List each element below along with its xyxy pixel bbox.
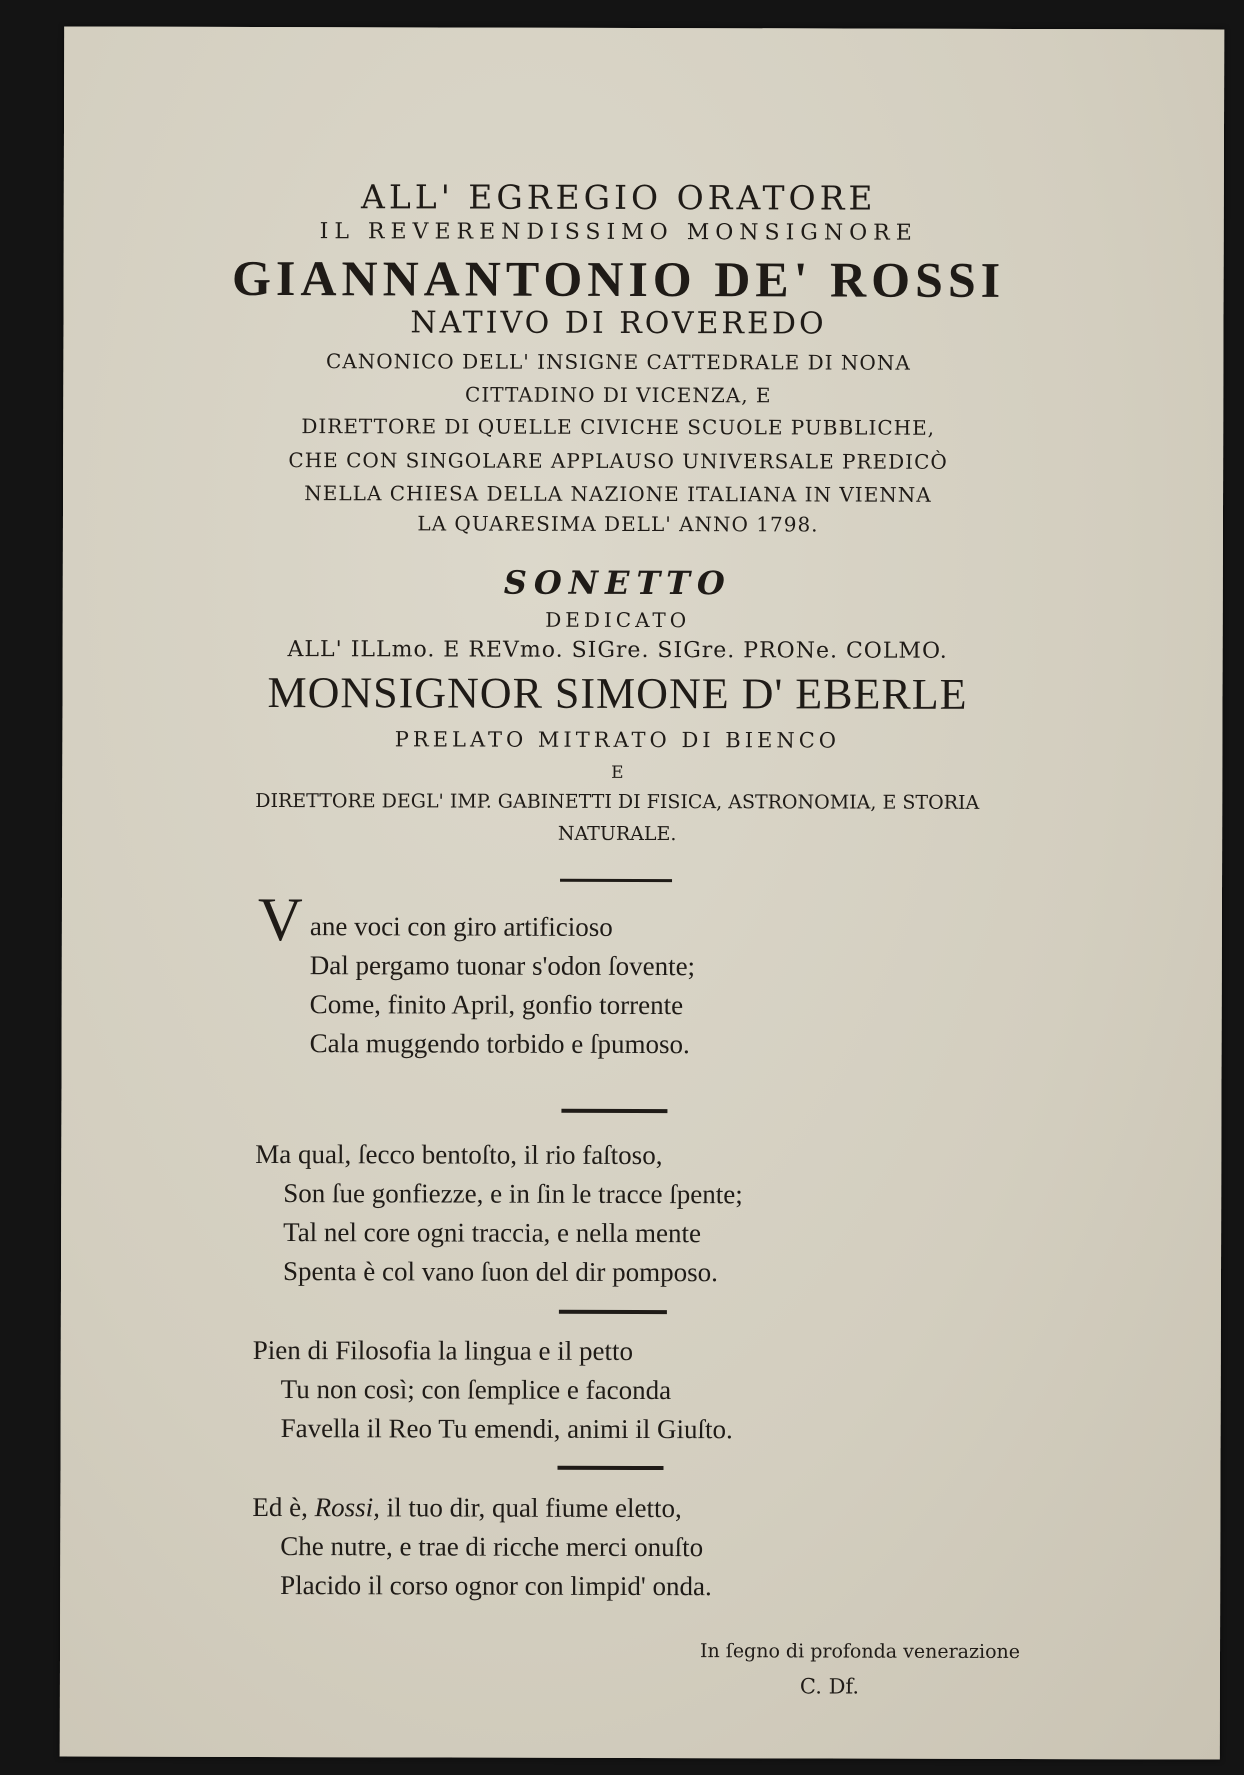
poem-line: ane voci con giro artificioso bbox=[309, 911, 613, 942]
poem-line: Ma qual, ſecco bentoſto, il rio faſtoso, bbox=[255, 1138, 663, 1171]
divider-rule bbox=[557, 1466, 663, 1470]
poem-line: Come, finito April, gonfio torrente bbox=[309, 989, 684, 1021]
poem-line-suffix: il tuo dir, qual fiume eletto, bbox=[379, 1492, 682, 1524]
dedication-heading: ALL' EGREGIO ORATORE bbox=[361, 177, 877, 218]
broadside-sheet bbox=[60, 26, 1225, 1759]
header-line: DIRETTORE DI QUELLE CIVICHE SCUOLE PUBBLICHE, bbox=[301, 414, 936, 440]
divider-rule bbox=[559, 1310, 667, 1314]
header-line: NELLA CHIESA DELLA NAZIONE ITALIANA IN VIENNA bbox=[304, 481, 932, 507]
stanza-3 bbox=[253, 1331, 734, 1449]
dedicato-label: DEDICATO bbox=[545, 607, 691, 633]
signature-initials: C. Df. bbox=[799, 1674, 860, 1699]
poet-name: Rossi, bbox=[314, 1492, 380, 1523]
poem-line: Cala muggendo torbido e ſpumoso. bbox=[309, 1028, 690, 1060]
poem-line: Che nutre, e trae di ricche merci onuſto bbox=[280, 1531, 704, 1563]
honorific-line: ALL' ILLmo. E REVmo. SIGre. SIGre. PRONe. COLMO. bbox=[287, 637, 948, 664]
header-line: LA QUARESIMA DELL' ANNO 1798. bbox=[417, 511, 819, 537]
divider-rule bbox=[560, 879, 672, 882]
stanza-1 bbox=[282, 907, 696, 1064]
conjunction: E bbox=[611, 762, 624, 783]
poem-line: Pien di Filosofia la lingua e il petto bbox=[252, 1334, 634, 1366]
native-of: NATIVO DI ROVEREDO bbox=[410, 305, 827, 342]
poem-line: Tal nel core ogni traccia, e nella mente bbox=[283, 1217, 702, 1249]
poem-line-prefix: Ed è, bbox=[252, 1491, 315, 1523]
header-line: CITTADINO DI VICENZA, E bbox=[465, 382, 772, 408]
sonetto-title: SONETTO bbox=[503, 563, 732, 603]
poem-line: Dal pergamo tuonar s'odon ſovente; bbox=[309, 950, 696, 982]
stanza-2 bbox=[255, 1135, 743, 1292]
signature-tribute: In ſegno di profonda venerazione bbox=[699, 1640, 1021, 1663]
header-line: CANONICO DELL' INSIGNE CATTEDRALE DI NONA bbox=[325, 349, 911, 375]
orator-name: GIANNANTONIO DE' ROSSI bbox=[231, 249, 1006, 308]
header-line: CHE CON SINGOLARE APPLAUSO UNIVERSALE PREDICÒ bbox=[288, 448, 948, 474]
director-title: DIRETTORE DEGL' IMP. GABINETTI DI FISICA, ASTRONOMIA, E STORIA bbox=[255, 789, 980, 814]
recipient-name: MONSIGNOR SIMONE D' EBERLE bbox=[267, 668, 968, 719]
drop-cap: V bbox=[257, 885, 303, 955]
poem-line: Placido il corso ognor con limpid' onda. bbox=[280, 1570, 712, 1602]
poem-line: Spenta è col vano ſuon del dir pomposo. bbox=[282, 1256, 718, 1288]
poem-line: Son ſue gonfiezze, e in ſin le tracce ſpente; bbox=[283, 1178, 743, 1210]
title-reverend: IL REVERENDISSIMO MONSIGNORE bbox=[319, 219, 918, 246]
poem-line: Tu non così; con ſemplice e faconda bbox=[280, 1374, 672, 1406]
divider-rule bbox=[561, 1109, 667, 1113]
stanza-4 bbox=[252, 1488, 712, 1606]
poem-line bbox=[252, 1488, 712, 1528]
prelate-title: PRELATO MITRATO DI BIENCO bbox=[394, 727, 841, 753]
poem-line: Favella il Reo Tu emendi, animi il Giuſto. bbox=[280, 1413, 733, 1445]
director-title-cont: NATURALE. bbox=[557, 822, 677, 846]
